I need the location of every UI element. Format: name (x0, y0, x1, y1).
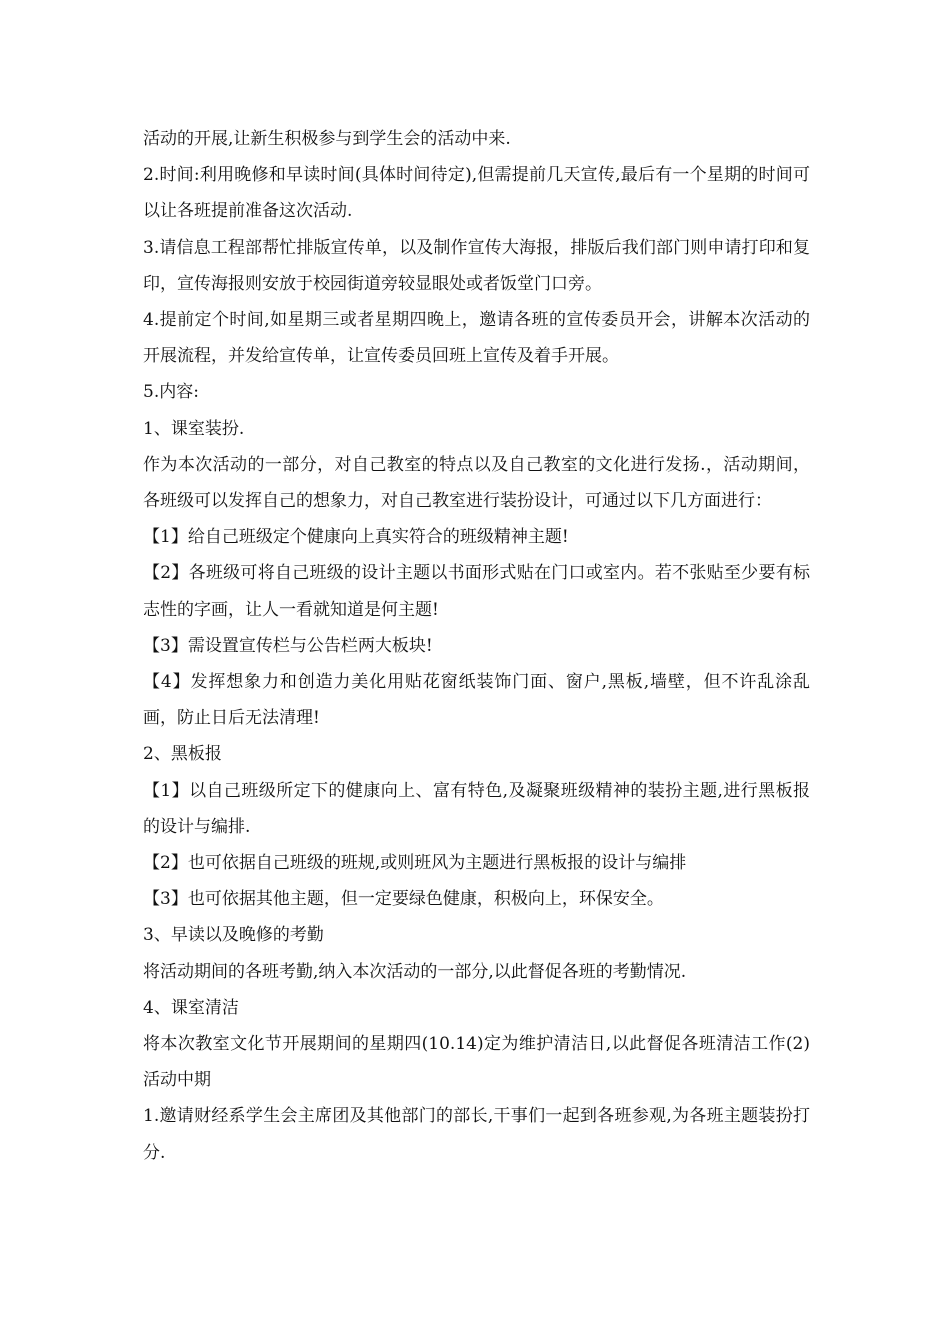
list-item: 【4】发挥想象力和创造力美化用贴花窗纸装饰门面、窗户,黑板,墙壁，但不许乱涂乱画，防止日后无法清理! (143, 672, 810, 729)
list-item: 【3】也可依据其他主题，但一定要绿色健康，积极向上，环保安全。 (143, 889, 664, 910)
section-heading: 4、课室清洁 (143, 997, 239, 1018)
paragraph: 2.时间:利用晚修和早读时间(具体时间待定),但需提前几天宣传,最后有一个星期的时间可以让各班提前准备这次活动. (143, 165, 810, 222)
paragraph: 将本次教室文化节开展期间的星期四(10.14)定为维护清洁日,以此督促各班清洁工作(2)活动中期 (143, 1034, 810, 1091)
list-item: 【2】也可依据自己班级的班规,或则班风为主题进行黑板报的设计与编排 (143, 853, 687, 874)
paragraph: 1.邀请财经系学生会主席团及其他部门的部长,干事们一起到各班参观,为各班主题装扮打分. (143, 1106, 810, 1163)
paragraph: 将活动期间的各班考勤,纳入本次活动的一部分,以此督促各班的考勤情况. (143, 961, 687, 982)
paragraph: 5.内容: (143, 382, 199, 403)
list-item: 【1】给自己班级定个健康向上真实符合的班级精神主题! (143, 527, 569, 548)
list-item: 【1】以自己班级所定下的健康向上、富有特色,及凝聚班级精神的装扮主题,进行黑板报的设计与编排. (143, 780, 810, 837)
section-heading: 1、课室装扮. (143, 418, 245, 439)
paragraph: 作为本次活动的一部分，对自己教室的特点以及自己教室的文化进行发扬.，活动期间，各班级可以发挥自己的想象力，对自己教室进行装扮设计，可通过以下几方面进行： (143, 454, 810, 512)
list-item: 【2】各班级可将自己班级的设计主题以书面形式贴在门口或室内。若不张贴至少要有标志性的字画，让人一看就知道是何主题! (143, 563, 810, 620)
section-heading: 2、黑板报 (143, 744, 222, 765)
paragraph: 活动的开展,让新生积极参与到学生会的活动中来. (143, 129, 511, 149)
section-heading: 3、早读以及晚修的考勤 (143, 925, 324, 946)
list-item: 【3】需设置宣传栏与公告栏两大板块! (143, 635, 433, 656)
paragraph: 3.请信息工程部帮忙排版宣传单，以及制作宣传大海报，排版后我们部门则申请打印和复印，宣传海报则安放于校园街道旁较显眼处或者饭堂门口旁。 (143, 237, 810, 294)
document-body (143, 121, 810, 1171)
paragraph: 4.提前定个时间,如星期三或者星期四晚上，邀请各班的宣传委员开会，讲解本次活动的开展流程，并发给宣传单，让宣传委员回班上宣传及着手开展。 (143, 310, 810, 367)
